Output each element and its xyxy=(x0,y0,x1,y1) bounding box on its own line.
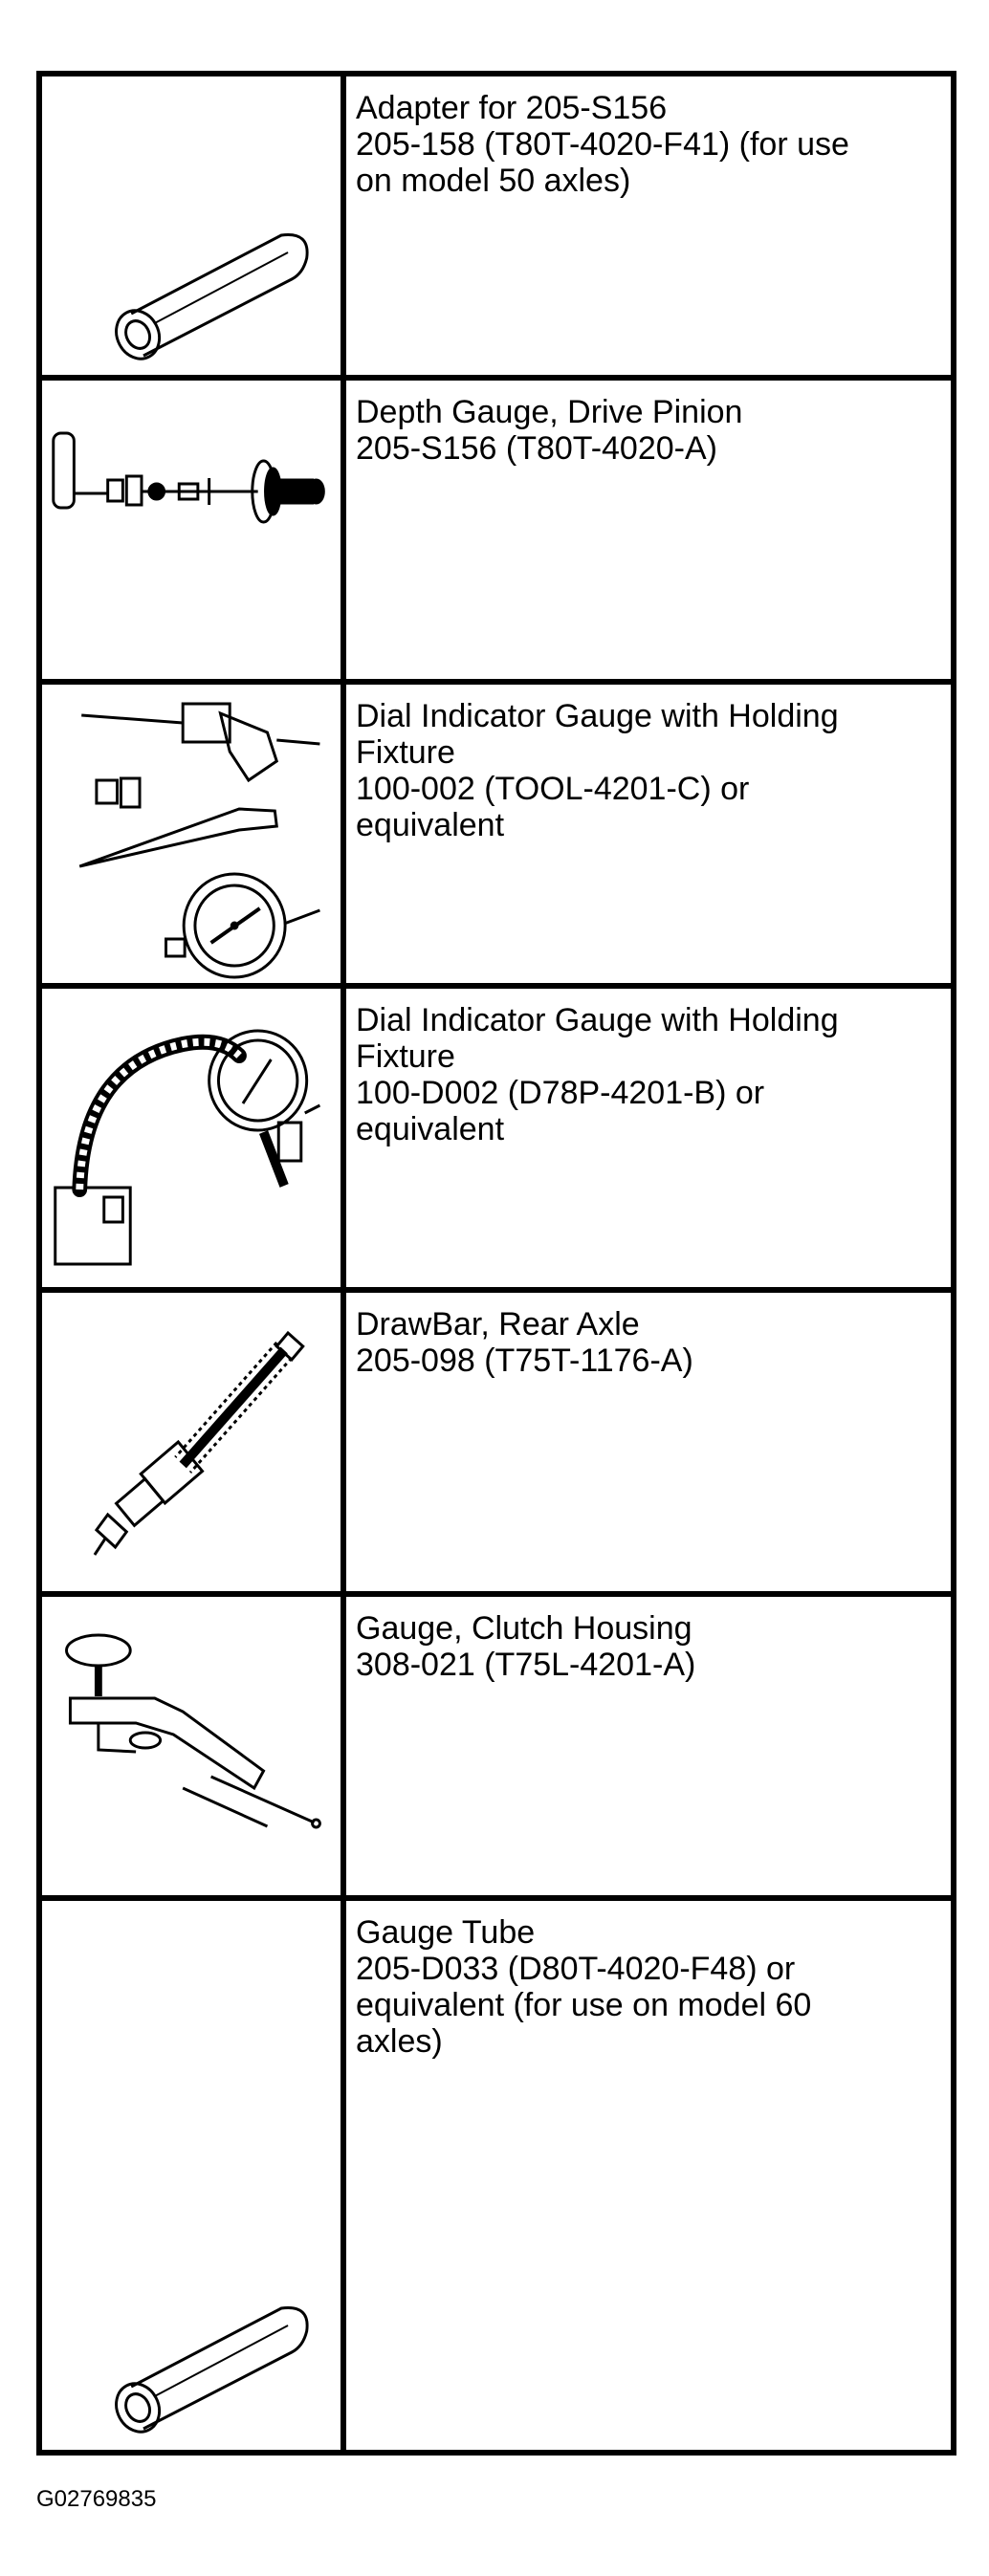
tool-image-cell xyxy=(39,1898,343,2453)
dial-indicator-kit-icon xyxy=(42,685,341,983)
tool-description xyxy=(343,1898,954,2453)
tool-description xyxy=(343,682,954,986)
tool-image-cell xyxy=(39,1290,343,1594)
tool-image-cell xyxy=(39,682,343,986)
magnetic-dial-indicator-icon xyxy=(42,989,341,1287)
table-row xyxy=(39,74,954,378)
depth-gauge-icon xyxy=(42,381,341,679)
tool-note: on model 50 axles) xyxy=(356,163,631,199)
tool-note-cont: axles) xyxy=(356,2023,443,2060)
tool-number: 100-D002 (D78P-4201-B) or xyxy=(356,1075,765,1111)
tool-name-cont: Fixture xyxy=(356,734,455,771)
tool-image-cell xyxy=(39,986,343,1290)
table-row xyxy=(39,1898,954,2453)
table-row xyxy=(39,378,954,682)
tool-description xyxy=(343,74,954,378)
tool-image-cell xyxy=(39,378,343,682)
tool-image-cell xyxy=(39,1594,343,1898)
table-row xyxy=(39,1594,954,1898)
tool-number: 308-021 (T75L-4201-A) xyxy=(356,1647,696,1683)
tool-description xyxy=(343,986,954,1290)
tool-number: 205-098 (T75T-1176-A) xyxy=(356,1343,693,1379)
gauge-tube-icon xyxy=(42,1901,341,2450)
tool-number: 100-002 (TOOL-4201-C) or xyxy=(356,771,750,807)
tool-number: 205-158 (T80T-4020-F41) (for use xyxy=(356,126,849,163)
tool-name: Gauge Tube xyxy=(356,1914,536,1951)
tool-name: Gauge, Clutch Housing xyxy=(356,1610,692,1647)
tool-name: Depth Gauge, Drive Pinion xyxy=(356,394,743,430)
tool-number: 205-D033 (D80T-4020-F48) or xyxy=(356,1951,796,1987)
tool-note: equivalent (for use on model 60 xyxy=(356,1987,812,2023)
tool-note: equivalent xyxy=(356,807,505,843)
special-tools-table xyxy=(36,71,956,2456)
tool-note: equivalent xyxy=(356,1111,505,1147)
tool-name: Adapter for 205-S156 xyxy=(356,90,668,126)
tool-description xyxy=(343,1290,954,1594)
tool-name: Dial Indicator Gauge with Holding xyxy=(356,1002,839,1038)
table-row xyxy=(39,986,954,1290)
table-row xyxy=(39,682,954,986)
table-row xyxy=(39,1290,954,1594)
clutch-housing-gauge-icon xyxy=(42,1597,341,1895)
drawbar-icon xyxy=(42,1293,341,1591)
figure-code: G02769835 xyxy=(36,2486,157,2512)
adapter-tube-icon xyxy=(42,76,341,375)
tool-name: DrawBar, Rear Axle xyxy=(356,1306,640,1343)
tool-name: Dial Indicator Gauge with Holding xyxy=(356,698,839,734)
tool-name-cont: Fixture xyxy=(356,1038,455,1075)
tool-description xyxy=(343,1594,954,1898)
tool-image-cell xyxy=(39,74,343,378)
tool-description xyxy=(343,378,954,682)
tool-number: 205-S156 (T80T-4020-A) xyxy=(356,430,717,467)
